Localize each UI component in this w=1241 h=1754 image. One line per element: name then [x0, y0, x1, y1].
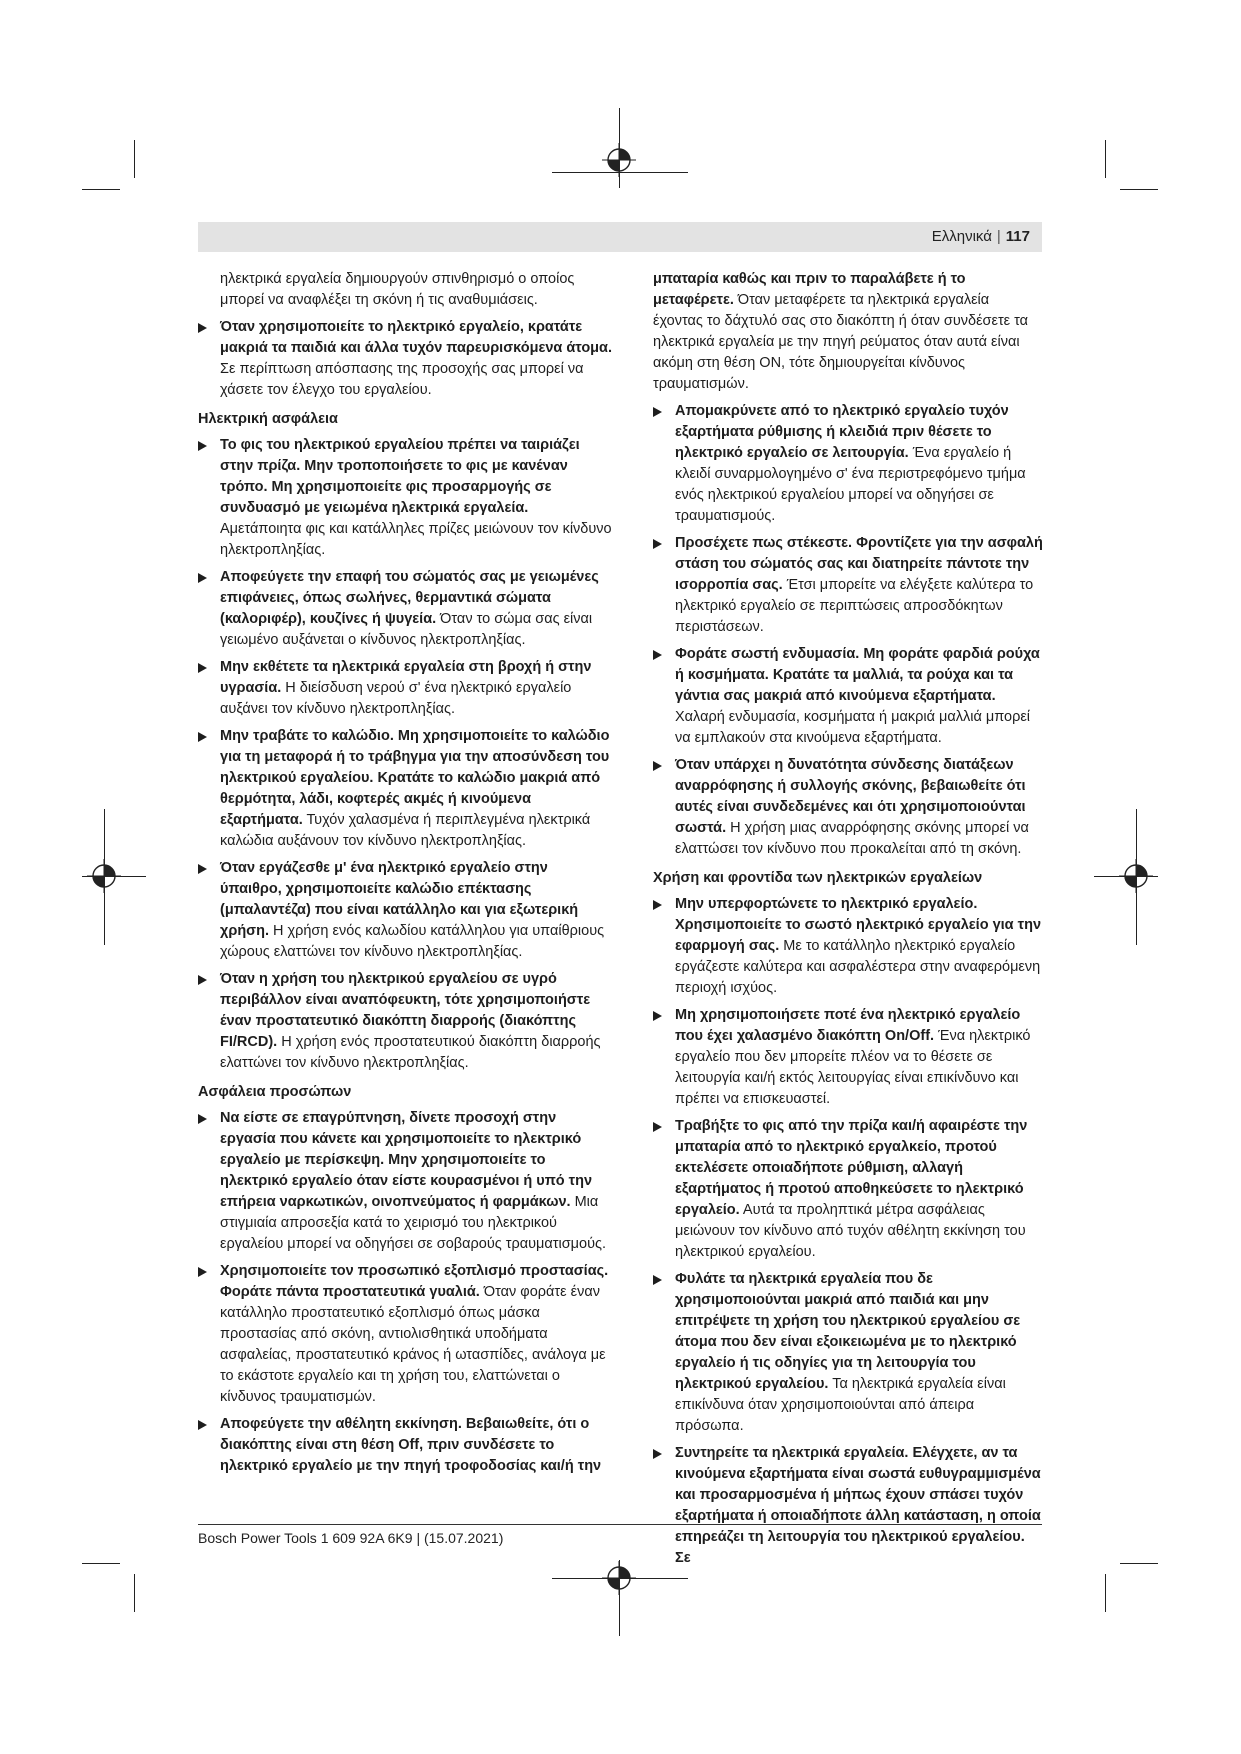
bullet-text: Ένα εργαλείο ή κλειδί συναρμολογημένο σ' ένα περιστρεφόμενο τμήμα ενός ηλεκτρικού εργαλείου μπορεί να οδηγήσει σε τραυματισμούς.: [675, 445, 1026, 524]
bullet-item: [653, 1443, 1043, 1569]
bullet-item: [653, 1269, 1043, 1437]
bullet-text: Όταν το σώμα σας είναι γειωμένο αυξάνεται ο κίνδυνος ηλεκτροπληξίας.: [220, 611, 593, 648]
bullet-arrow-icon: [653, 1122, 662, 1132]
bullet-item: [653, 894, 1043, 999]
crop-mark: [134, 140, 135, 178]
bullet-bold-text: Φυλάτε τα ηλεκτρικά εργαλεία που δε χρησιμοποιούνται μακριά από παιδιά και μην επιτρέψετε τη χρήση του ηλεκτρικού εργαλείου σε άτομα που δεν είναι εξοικειωμένα με το ηλεκτρικό εργαλείο ή τις οδηγίες για τη λειτουργία του ηλεκτρικού εργαλείου.: [675, 1271, 1021, 1392]
bullet-bold-text: Αποφεύγετε την επαφή του σώματός σας με γειωμένες επιφάνειες, όπως σωλήνες, θερμαντικά σώματα (καλοριφέρ), κουζίνες ή ψυγεία.: [220, 569, 599, 627]
left-column: [198, 269, 612, 1483]
bullet-arrow-icon: [198, 864, 207, 874]
bullet-bold-text: Χρησιμοποιείτε τον προσωπικό εξοπλισμό προστασίας. Φοράτε πάντα προστατευτικά γυαλιά.: [220, 1263, 609, 1300]
bullet-text: Χαλαρή ενδυμασία, κοσμήματα ή μακριά μαλλιά μπορεί να εμπλακούν στα κινούμενα εξαρτήματα.: [675, 709, 1031, 746]
bullet-bold-text: Όταν εργάζεσθε μ' ένα ηλεκτρικό εργαλείο στην ύπαιθρο, χρησιμοποιείτε καλώδιο επέκτασης (μπαλαντέζα) που είναι κατάλληλο και για εξωτερική χρήση.: [220, 860, 579, 939]
bullet-item: [198, 1108, 612, 1255]
bullet-text: Όταν φοράτε έναν κατάλληλο προστατευτικό εξοπλισμό όπως μάσκα προστασίας από σκόνη, αντιολισθητικά υποδήματα ασφαλείας, προστατευτικό κράνος ή ωτασπίδες, ανάλογα με το εκάστοτε εργαλείο και τη χρήση του, ελαττώνεται ο κίνδυνος τραυματισμών.: [220, 1284, 606, 1405]
crop-mark: [82, 1563, 120, 1564]
bullet-text: Έτσι μπορείτε να ελέγξετε καλύτερα το ηλεκτρικό εργαλείο σε περιπτώσεις απροσδόκητων περιστάσεων.: [675, 577, 1034, 635]
bullet-arrow-icon: [653, 900, 662, 910]
bullet-arrow-icon: [198, 975, 207, 985]
bullet-bold-text: Μην τραβάτε το καλώδιο. Μη χρησιμοποιείτε το καλώδιο για τη μεταφορά ή το τράβηγμα για την αποσύνδεση του ηλεκτρικού εργαλείου. Κρατάτε το καλώδιο μακριά από θερμότητα, λάδι, κοφτερές ακμές ή κινούμενα εξαρτήματα.: [220, 728, 610, 828]
crop-mark: [1120, 189, 1158, 190]
bullet-item: [653, 401, 1043, 527]
bullet-bold-text: Όταν χρησιμοποιείτε το ηλεκτρικό εργαλείο, κρατάτε μακριά τα παιδιά και άλλα τυχόν παρευρισκόμενα άτομα.: [220, 319, 612, 356]
bullet-item: [198, 1261, 612, 1408]
bullet-arrow-icon: [198, 1114, 207, 1124]
right-column: [653, 269, 1043, 1575]
header-language: Ελληνικά: [931, 228, 992, 245]
footer-text: Bosch Power Tools 1 609 92A 6K9 | (15.07.2021): [198, 1530, 504, 1546]
bullet-arrow-icon: [653, 1011, 662, 1021]
bullet-arrow-icon: [198, 732, 207, 742]
bullet-text: Η διείσδυση νερού σ' ένα ηλεκτρικό εργαλείο αυξάνει τον κίνδυνο ηλεκτροπληξίας.: [220, 680, 572, 717]
crop-mark: [82, 189, 120, 190]
bullet-item: [653, 644, 1043, 749]
registration-mark-icon: [87, 859, 121, 893]
bullet-bold-text: Μην εκθέτετε τα ηλεκτρικά εργαλεία στη βροχή ή στην υγρασία.: [220, 659, 592, 696]
section-heading: Ηλεκτρική ασφάλεια: [198, 411, 338, 427]
bullet-bold-text: Όταν υπάρχει η δυνατότητα σύνδεσης διατάξεων αναρρόφησης ή συλλογής σκόνης, βεβαιωθείτε ότι αυτές είναι συνδεδεμένες και ότι χρησιμοποιούνται σωστά.: [675, 757, 1026, 836]
footer-rule: [198, 1524, 1042, 1525]
continuation-text: Όταν μεταφέρετε τα ηλεκτρικά εργαλεία έχοντας το δάχτυλό σας στο διακόπτη ή όταν συνδέσετε τα ηλεκτρικά εργαλεία με την πηγή ρεύματος όταν αυτά είναι ακόμη στη θέση ΟΝ, τότε δημιουργείται κίνδυνος τραυματισμών.: [653, 292, 1029, 392]
section-heading: Χρήση και φροντίδα των ηλεκτρικών εργαλείων: [653, 870, 983, 886]
intro-paragraph: ηλεκτρικά εργαλεία δημιουργούν σπινθηρισμό ο οποίος μπορεί να αναφλέξει τη σκόνη ή τις αναθυμιάσεις.: [220, 271, 575, 308]
bullet-text: Η χρήση ενός προστατευτικού διακόπτη διαρροής ελαττώνει τον κίνδυνο ηλεκτροπληξίας.: [220, 1034, 601, 1071]
bullet-item: [198, 657, 612, 720]
bullet-item: [198, 858, 612, 963]
section-heading: Ασφάλεια προσώπων: [198, 1084, 352, 1100]
crop-mark: [134, 1574, 135, 1612]
page-number: 117: [1005, 228, 1030, 245]
bullet-arrow-icon: [653, 650, 662, 660]
bullet-arrow-icon: [198, 441, 207, 451]
bullet-arrow-icon: [198, 663, 207, 673]
bullet-text: Μια στιγμιαία απροσεξία κατά το χειρισμό του ηλεκτρικού εργαλείου μπορεί να οδηγήσει σε σοβαρούς τραυματισμούς.: [220, 1194, 607, 1252]
bullet-arrow-icon: [653, 1449, 662, 1459]
bullet-item: [653, 755, 1043, 860]
bullet-arrow-icon: [653, 761, 662, 771]
bullet-text: Τα ηλεκτρικά εργαλεία είναι επικίνδυνα όταν χρησιμοποιούνται από άπειρα πρόσωπα.: [675, 1376, 1006, 1434]
bullet-arrow-icon: [653, 1275, 662, 1285]
bullet-text: Τυχόν χαλασμένα ή περιπλεγμένα ηλεκτρικά καλώδια αυξάνουν τον κίνδυνο ηλεκτροπληξίας.: [220, 812, 591, 849]
header-text: [932, 228, 1030, 245]
bullet-bold-text: Να είστε σε επαγρύπνηση, δίνετε προσοχή στην εργασία που κάνετε και χρησιμοποιείτε το ηλεκτρικό εργαλείο με περίσκεψη. Μην χρησιμοποιείτε το ηλεκτρικό εργαλείο όταν είστε κουρασμένοι ή υπό την επήρεια ναρκωτικών, οινοπνεύματος ή φαρμάκων.: [220, 1110, 593, 1210]
registration-mark-icon: [602, 143, 636, 177]
crop-mark: [1105, 140, 1106, 178]
bullet-item: [198, 726, 612, 852]
registration-mark-icon: [602, 1561, 636, 1595]
bullet-text: Με το κατάλληλο ηλεκτρικό εργαλείο εργάζεστε καλύτερα και ασφαλέστερα στην αναφερόμενη περιοχή ισχύος.: [675, 938, 1041, 996]
bullet-item: [198, 969, 612, 1074]
bullet-item: [198, 567, 612, 651]
bullet-item: [653, 1005, 1043, 1110]
bullet-bold-text: Όταν η χρήση του ηλεκτρικού εργαλείου σε υγρό περιβάλλον είναι αναπόφευκτη, τότε χρησιμοποιήστε έναν προστατευτικό διακόπτη διαρροής (διακόπτης FI/RCD).: [220, 971, 591, 1050]
bullet-text: Αυτά τα προληπτικά μέτρα ασφάλειας μειώνουν τον κίνδυνο από τυχόν αθέλητη εκκίνηση του ηλεκτρικού εργαλείου.: [675, 1202, 1026, 1260]
bullet-text: Η χρήση μιας αναρρόφησης σκόνης μπορεί να ελαττώσει τον κίνδυνο που προκαλείται από τη σκόνη.: [675, 820, 1029, 857]
bullet-bold-text: Προσέχετε πως στέκεστε. Φροντίζετε για την ασφαλή στάση του σώματός σας και διατηρείτε πάντοτε την ισορροπία σας.: [675, 535, 1043, 593]
page-header: [198, 222, 1042, 252]
bullet-bold-text: Τραβήξτε το φις από την πρίζα και/ή αφαιρέστε την μπαταρία από το ηλεκτρικό εργαλκείο, προτού εκτελέσετε οποιαδήποτε ρύθμιση, αλλαγή εξαρτήματος ή προτού αποθηκεύσετε το ηλεκτρικό εργαλείο.: [675, 1118, 1028, 1218]
bullet-text: Αμετάποιητα φις και κατάλληλες πρίζες μειώνουν τον κίνδυνο ηλεκτροπληξίας.: [220, 521, 612, 558]
bullet-text: Ένα ηλεκτρικό εργαλείο που δεν μπορείτε πλέον να το θέσετε σε λειτουργία και/ή εκτός λειτουργίας είναι επικίνδυνο και πρέπει να επισκευαστεί.: [675, 1028, 1031, 1107]
bullet-item: [198, 317, 612, 401]
bullet-bold-text: Συντηρείτε τα ηλεκτρικά εργαλεία. Ελέγχετε, αν τα κινούμενα εξαρτήματα είναι σωστά ευθυγραμμισμένα και προσαρμοσμένα ή μήπως έχουν σπάσει τυχόν εξαρτήματα ή οποιαδήποτε άλλη κατάσταση, η οποία επηρεάζει τη λειτουργία του ηλεκτρικού εργαλείου. Σε: [675, 1445, 1041, 1566]
crop-mark: [1120, 1563, 1158, 1564]
bullet-arrow-icon: [198, 323, 207, 333]
bullet-arrow-icon: [653, 539, 662, 549]
bullet-item: [198, 435, 612, 561]
bullet-item: [653, 1116, 1043, 1263]
header-separator: |: [996, 228, 1001, 245]
bullet-item: [653, 533, 1043, 638]
bullet-bold-text: Μη χρησιμοποιήσετε ποτέ ένα ηλεκτρικό εργαλείο που έχει χαλασμένο διακόπτη On/Off.: [675, 1007, 1021, 1044]
continuation-bold-text: μπαταρία καθώς και πριν το παραλάβετε ή το μεταφέρετε.: [653, 271, 966, 308]
bullet-bold-text: Απομακρύνετε από το ηλεκτρικό εργαλείο τυχόν εξαρτήματα ρύθμισης ή κλειδιά πριν θέσετε το ηλεκτρικό εργαλείο σε λειτουργία.: [675, 403, 1009, 461]
bullet-bold-text: Το φις του ηλεκτρικού εργαλείου πρέπει να ταιριάζει στην πρίζα. Μην τροποποιήσετε το φις με κανέναν τρόπο. Μη χρησιμοποιείτε φις προσαρμογής σε συνδυασμό με γειωμένα ηλεκτρικά εργαλεία.: [220, 437, 580, 516]
bullet-arrow-icon: [653, 407, 662, 417]
bullet-arrow-icon: [198, 1420, 207, 1430]
bullet-arrow-icon: [198, 1267, 207, 1277]
bullet-arrow-icon: [198, 573, 207, 583]
bullet-bold-text: Αποφεύγετε την αθέλητη εκκίνηση. Βεβαιωθείτε, ότι ο διακόπτης είναι στη θέση Off, πριν συνδέσετε το ηλεκτρικό εργαλείο με την πηγή τροφοδοσίας και/ή την: [220, 1416, 602, 1474]
bullet-text: Σε περίπτωση απόσπασης της προσοχής σας μπορεί να χάσετε τον έλεγχο του εργαλείου.: [220, 361, 584, 398]
registration-mark-icon: [1119, 859, 1153, 893]
bullet-text: Η χρήση ενός καλωδίου κατάλληλου για υπαίθριους χώρους ελαττώνει τον κίνδυνο ηλεκτροπληξίας.: [220, 923, 605, 960]
crop-mark: [1105, 1574, 1106, 1612]
bullet-item: [198, 1414, 612, 1477]
continuation-paragraph: [653, 269, 1043, 395]
bullet-bold-text: Μην υπερφορτώνετε το ηλεκτρικό εργαλείο. Χρησιμοποιείτε το σωστό ηλεκτρικό εργαλείο για την εφαρμογή σας.: [675, 896, 1042, 954]
bullet-bold-text: Φοράτε σωστή ενδυμασία. Μη φοράτε φαρδιά ρούχα ή κοσμήματα. Κρατάτε τα μαλλιά, τα ρούχα και τα γάντια σας μακριά από κινούμενα εξαρτήματα.: [675, 646, 1040, 704]
